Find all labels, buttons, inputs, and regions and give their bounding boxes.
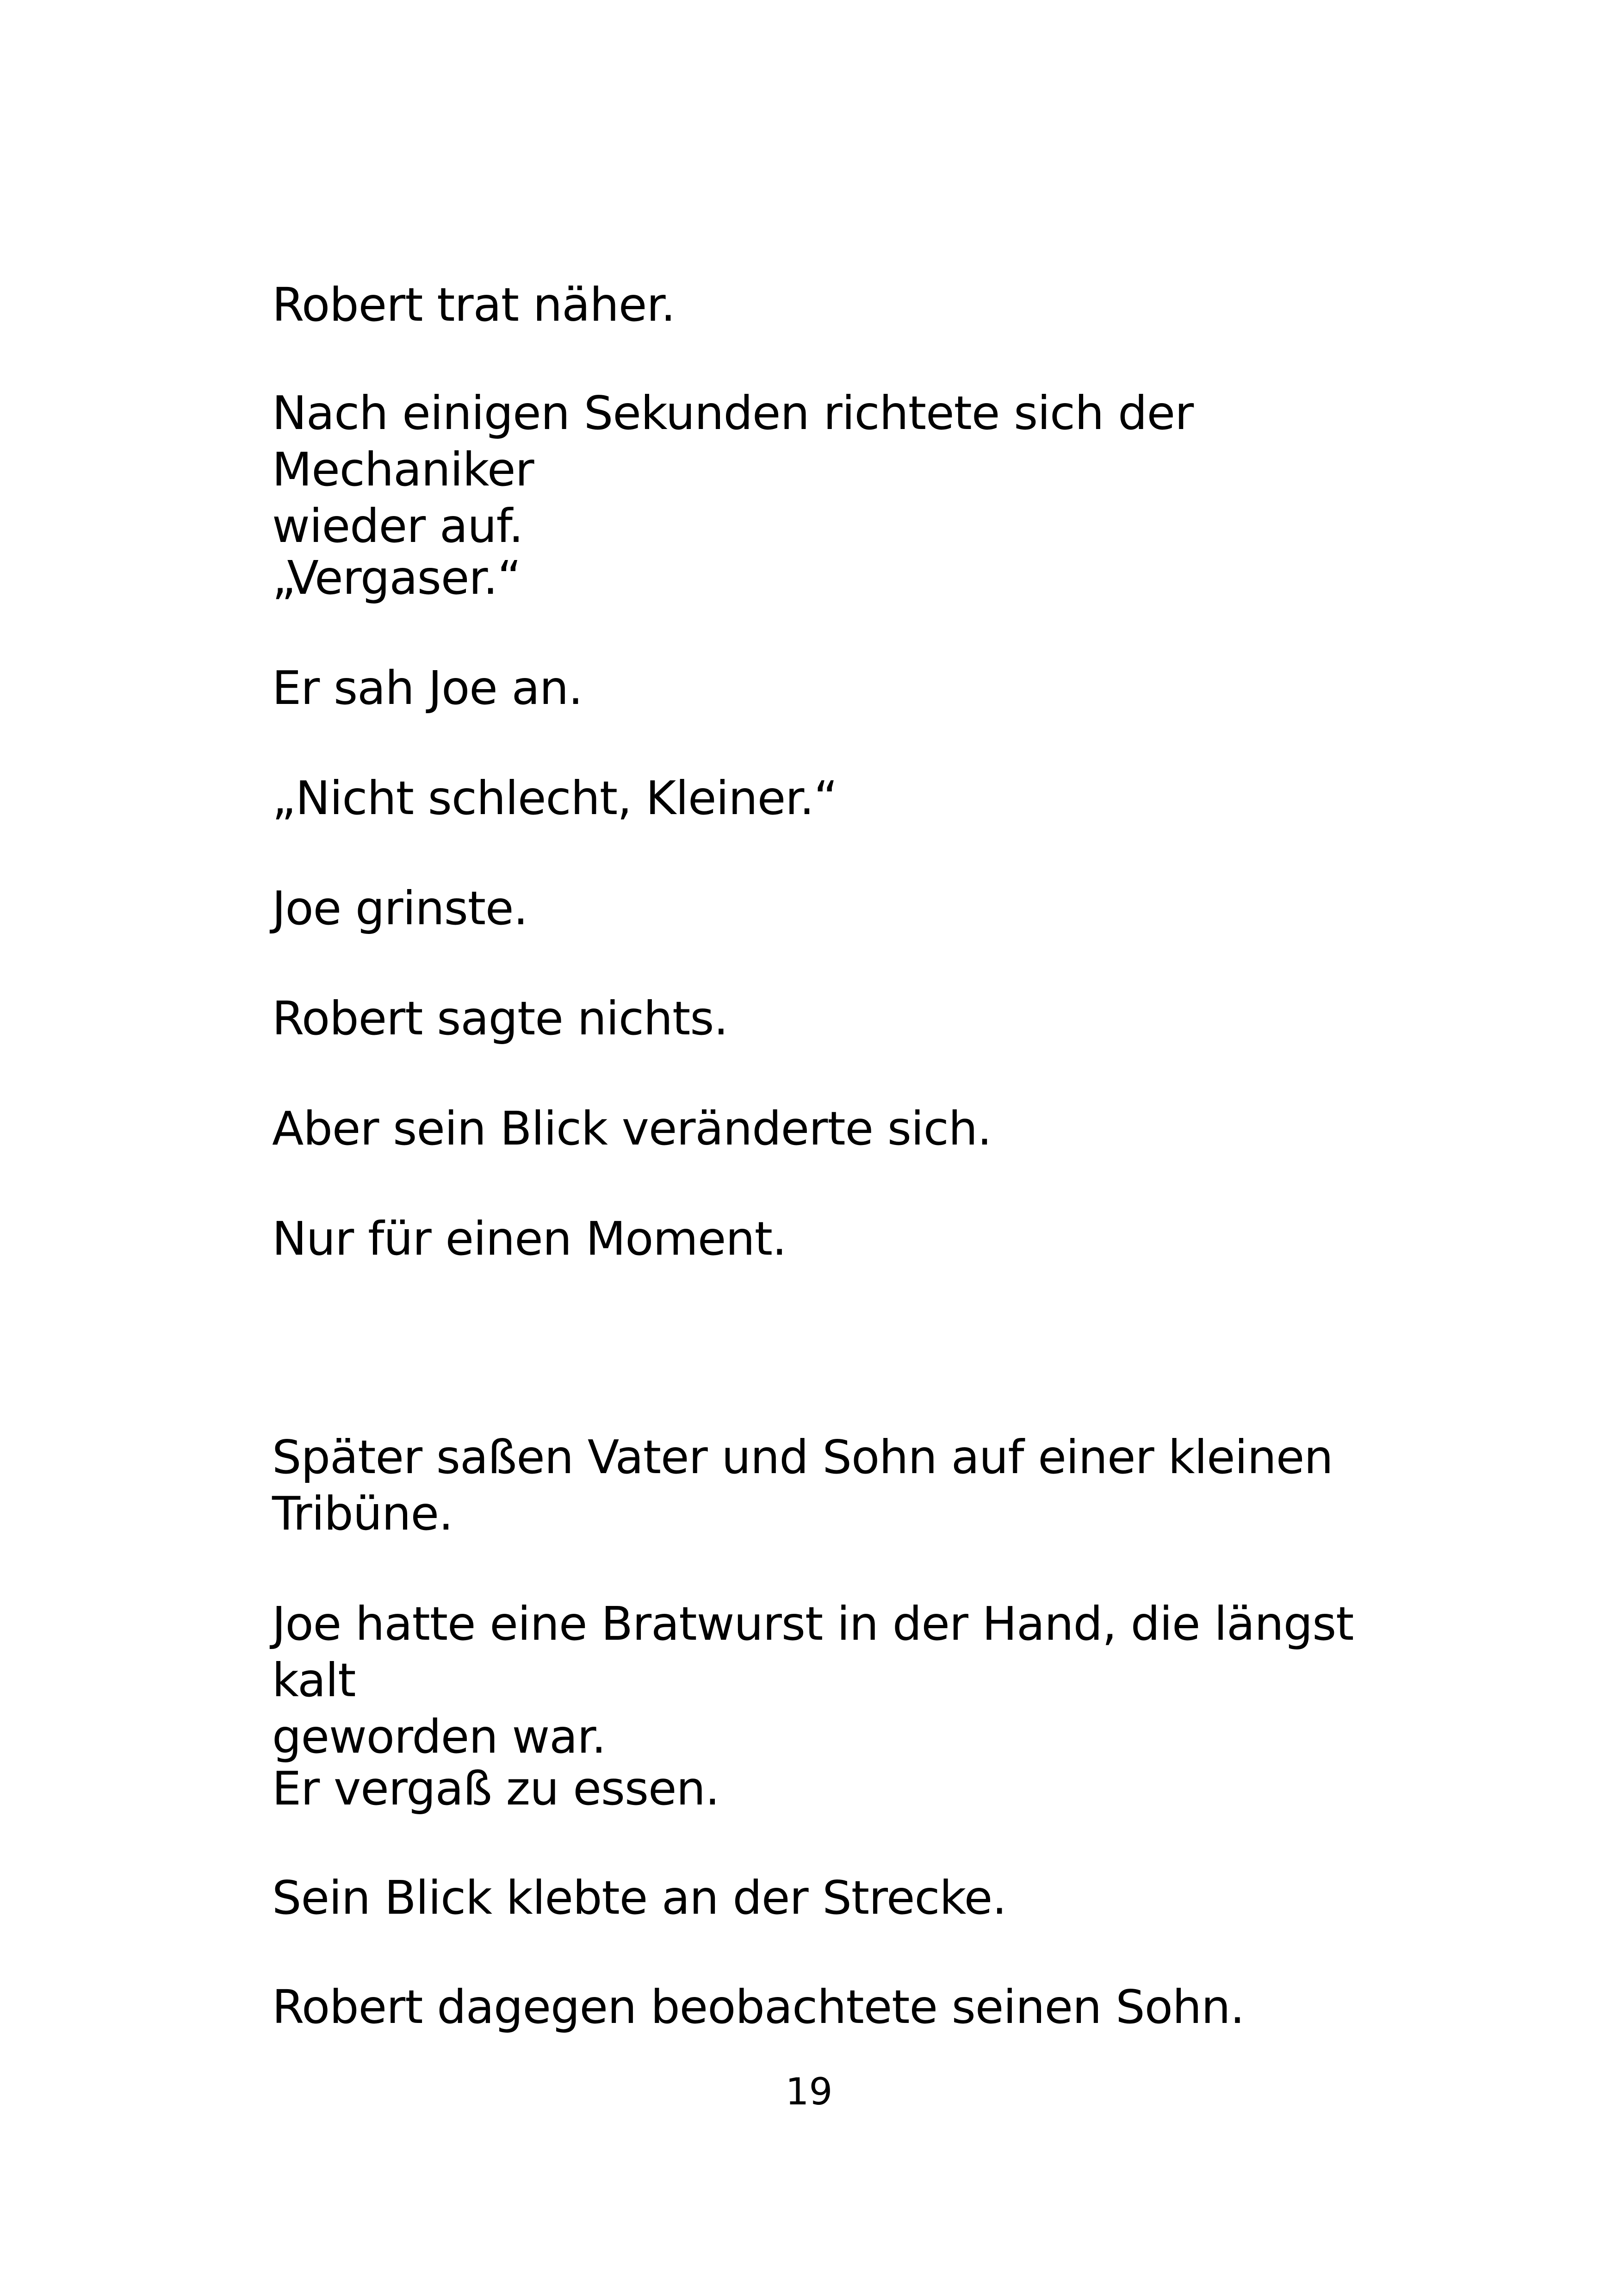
paragraph-12: Er vergaß zu essen. [272,1761,719,1816]
paragraph-4: Er sah Joe an. [272,661,583,715]
paragraph-1: Robert trat näher. [272,278,676,332]
paragraph-14: Robert dagegen beobachtete seinen Sohn. [272,1980,1245,2034]
paragraph-10: Später saßen Vater und Sohn auf einer kleinen Tribüne. [272,1430,1333,1541]
paragraph-13: Sein Blick klebte an der Strecke. [272,1871,1007,1925]
paragraph-8: Aber sein Blick veränderte sich. [272,1101,992,1156]
paragraph-7: Robert sagte nichts. [272,991,728,1045]
paragraph-2: Nach einigen Sekunden richtete sich der Mechaniker wieder auf. [272,386,1194,553]
paragraph-5: „Nicht schlecht, Kleiner.“ [272,771,837,825]
paragraph-6: Joe grinste. [272,881,528,935]
paragraph-3: „Vergaser.“ [272,551,521,605]
page-number: 19 [785,2070,833,2113]
paragraph-9: Nur für einen Moment. [272,1212,787,1266]
paragraph-11: Joe hatte eine Bratwurst in der Hand, die längst kalt geworden war. [272,1597,1354,1764]
